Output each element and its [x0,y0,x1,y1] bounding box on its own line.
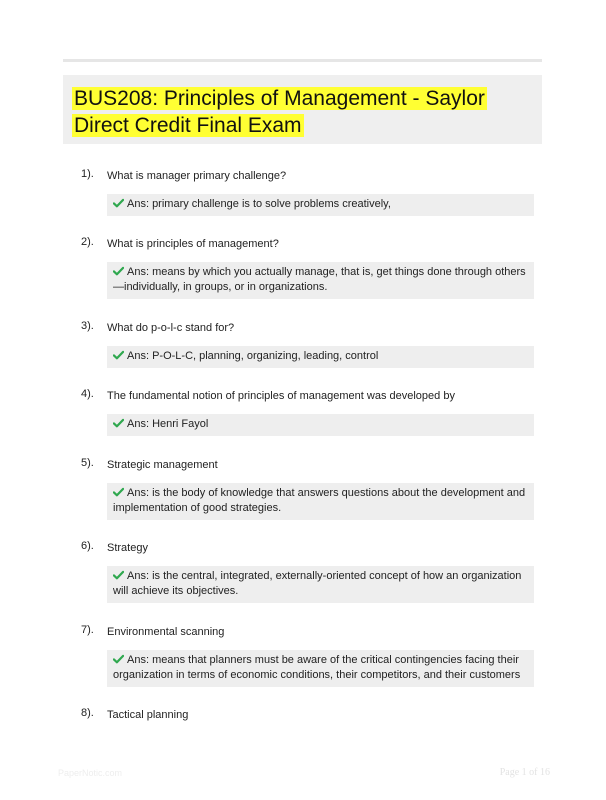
answer-text: Ans: is the central, integrated, externally-oriented concept of how an organization will achieve its objectives. [113,570,522,597]
checkmark-icon [113,654,124,664]
question-number: 8). [81,707,94,719]
checkmark-icon [113,198,124,208]
question-text: Environmental scanning [107,626,225,638]
title-banner [63,75,542,144]
answer-box [107,414,534,436]
question-number: 6). [81,540,94,552]
question-text: The fundamental notion of principles of management was developed by [107,390,455,402]
answer-text: Ans: primary challenge is to solve problems creatively, [127,198,391,210]
checkmark-icon [113,418,124,428]
checkmark-icon [113,266,124,276]
question-number: 2). [81,236,94,248]
checkmark-icon [113,487,124,497]
answer-box [107,194,534,216]
top-divider [63,59,542,62]
question-text: Strategy [107,542,148,554]
question-number: 4). [81,388,94,400]
answer-text: Ans: means that planners must be aware of the critical contingencies facing their organization in terms of economic conditions, their competitors, and their customers [113,654,521,681]
answer-text: Ans: Henri Fayol [127,418,209,430]
checkmark-icon [113,570,124,580]
footer-watermark: PaperNotic.com [58,768,123,778]
answer-box [107,262,534,299]
question-text: Tactical planning [107,709,189,721]
answer-box [107,566,534,603]
question-text: What do p-o-l-c stand for? [107,322,235,334]
answer-text: Ans: means by which you actually manage, that is, get things done through others—individually, in groups, or in organizations. [113,266,526,293]
question-number: 5). [81,457,94,469]
question-number: 7). [81,624,94,636]
checkmark-icon [113,350,124,360]
answer-box [107,483,534,520]
answer-box [107,346,534,368]
question-text: Strategic management [107,459,218,471]
question-text: What is manager primary challenge? [107,170,287,182]
answer-text: Ans: P-O-L-C, planning, organizing, leading, control [127,350,379,362]
answer-text: Ans: is the body of knowledge that answers questions about the development and implementation of good strategies. [113,487,526,514]
question-number: 1). [81,168,94,180]
question-number: 3). [81,320,94,332]
document-title: BUS208: Principles of Management - Saylor Direct Credit Final Exam [74,87,485,137]
answer-box [107,650,534,687]
page-number: Page 1 of 16 [499,767,550,778]
question-text: What is principles of management? [107,238,279,250]
